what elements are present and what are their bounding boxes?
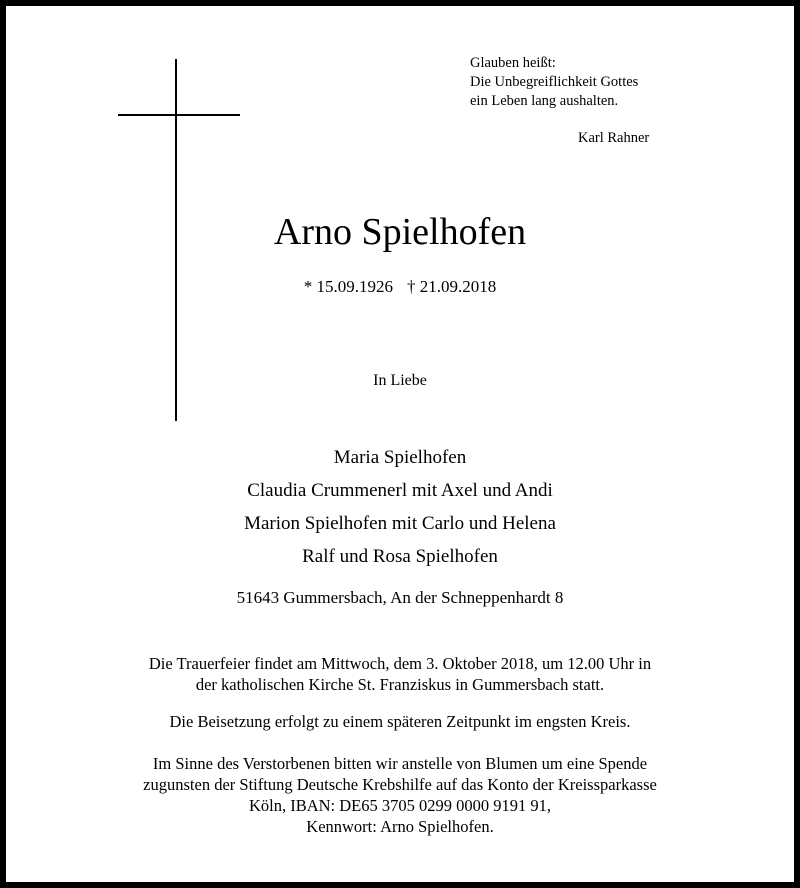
family-address: 51643 Gummersbach, An der Schneppenhardt 8 [236,588,564,607]
funeral-line: der katholischen Kirche St. Franziskus in Gummersbach statt. [195,675,605,694]
quote [470,54,730,111]
quote-line: Die Unbegreiflichkeit Gottes [470,74,639,90]
donation-line: Köln, IBAN: DE65 3705 0299 0000 9191 91, [248,796,552,815]
mourner-name: Ralf und Rosa Spielhofen [302,546,498,567]
donation-line: zugunsten der Stiftung Deutsche Krebshilfe auf das Konto der Kreissparkasse [143,775,657,794]
funeral-info [0,653,800,695]
burial-info [0,711,800,732]
quote-line: ein Leben lang aushalten. [470,93,619,109]
cross-icon-crossbar [118,114,240,116]
donation-info [0,753,800,837]
mourner-name: Claudia Crummenerl mit Axel und Andi [247,480,553,501]
quote-author: Karl Rahner [578,130,650,146]
death-date: † 21.09.2018 [407,277,497,296]
deceased-name: Arno Spielhofen [273,211,527,253]
donation-line: Im Sinne des Verstorbenen bitten wir anstelle von Blumen um eine Spende [152,754,648,773]
donation-line: Kennwort: Arno Spielhofen. [306,817,494,836]
life-dates [0,276,800,298]
birth-date: * 15.09.1926 [303,277,393,296]
in-love-label: In Liebe [373,372,427,389]
mourner-name: Maria Spielhofen [333,447,467,468]
mourner-name: Marion Spielhofen mit Carlo und Helena [244,513,556,534]
quote-line: Glauben heißt: [470,55,556,71]
burial-line: Die Beisetzung erfolgt zu einem späteren Zeitpunkt im engsten Kreis. [169,712,631,731]
funeral-line: Die Trauerfeier findet am Mittwoch, dem 3. Oktober 2018, um 12.00 Uhr in [148,654,652,673]
